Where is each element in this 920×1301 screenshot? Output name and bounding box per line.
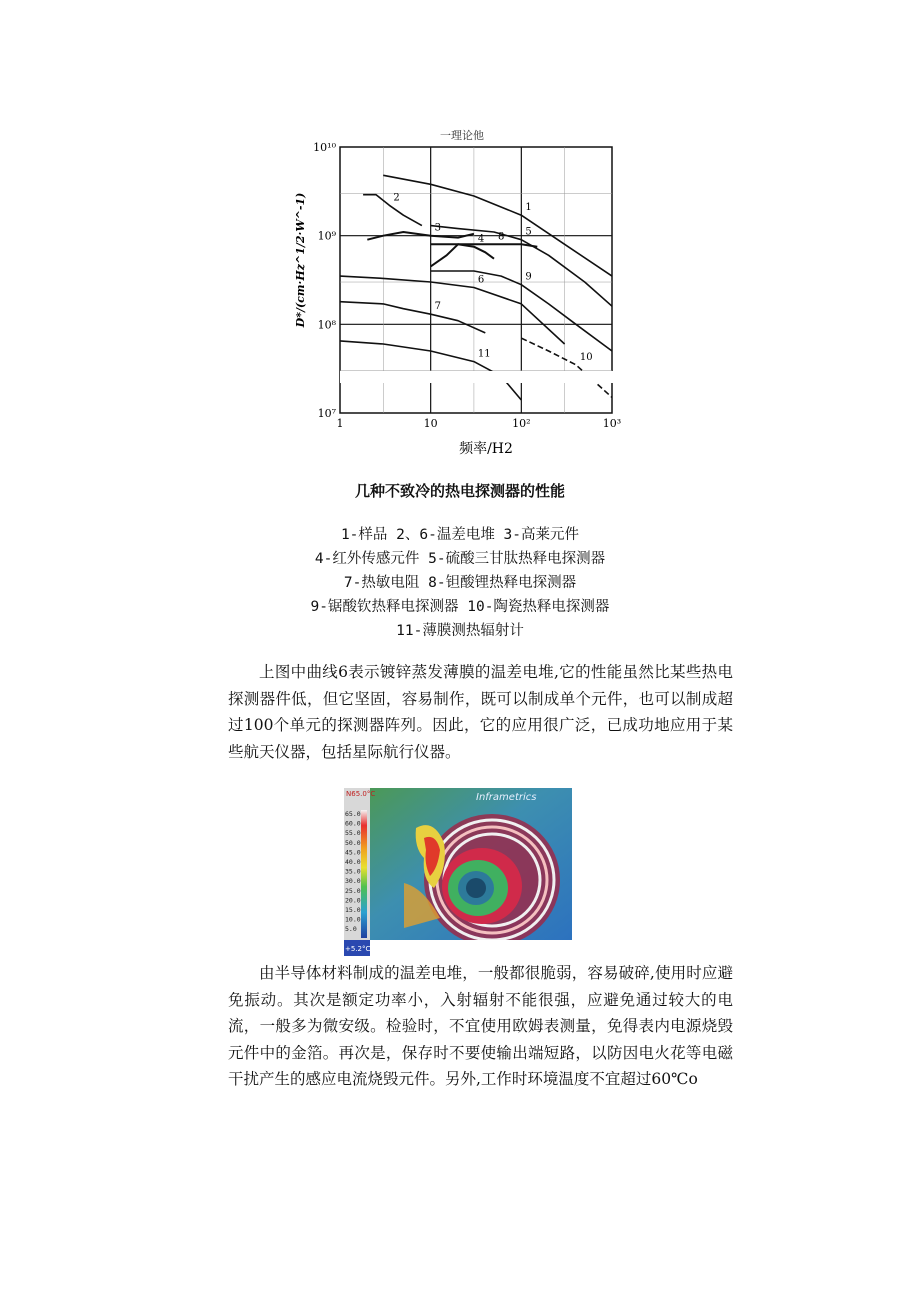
thermal-image-graphic bbox=[344, 788, 572, 956]
series-label-1: 1 bbox=[525, 202, 532, 214]
series-line-1 bbox=[383, 175, 612, 276]
legend-line: 9-锯酸钦热释电探测器 10-陶瓷热释电探测器 bbox=[310, 599, 610, 615]
paragraph-text: 上图中曲线6表示镀锌蒸发薄膜的温差电堆,它的性能虽然比某些热电探测器件低，但它坚固，容易制作，既可以制成单个元件，也可以制成超过100个单元的探测器阵列。因此，它的应用很广泛，已成功地应用于某些航天仪器，包括星际航行仪器。 bbox=[228, 663, 733, 761]
brand-label: Inframetrics bbox=[476, 792, 537, 803]
series-label-7: 7 bbox=[434, 301, 442, 313]
thermal-scale-label: 60.0 bbox=[345, 819, 361, 828]
figure-caption: 几种不致冷的热电探测器的性能 bbox=[354, 482, 565, 500]
series-label-2: 2 bbox=[393, 192, 400, 204]
body-paragraph-1 bbox=[228, 659, 733, 765]
series-line-7 bbox=[340, 302, 485, 333]
series-line-6 bbox=[340, 276, 565, 344]
series-line-4 bbox=[431, 244, 494, 266]
max-temp-label: N65.0°C bbox=[346, 790, 376, 798]
thermal-scale-label: 40.0 bbox=[345, 858, 361, 866]
series-label-5: 5 bbox=[525, 226, 532, 238]
thermal-scale-label: 20.0 bbox=[345, 896, 361, 905]
paragraph-text: 由半导体材料制成的温差电堆，一般都很脆弱，容易破碎,使用时应避免振动。其次是额定功率小，入射辐射不能很强，应避免通过较大的电流，一般多为微安级。检验时，不宜使用欧姆表测量，免得表内电源烧毁元件中的金箔。再次是，保存时不要使输出端短路，以防因电火花等电磁干扰产生的感应电流烧毁元件。另外,工作时环境温度不宜超过60℃o bbox=[228, 964, 733, 1088]
x-tick-label: 10 bbox=[423, 417, 438, 430]
chart-canvas bbox=[290, 125, 635, 465]
y-tick-label: 10⁹ bbox=[317, 229, 336, 243]
thermal-scale-label: 65.0 bbox=[345, 810, 361, 818]
thermal-scale-label: 50.0 bbox=[345, 838, 361, 847]
x-tick-label: 10³ bbox=[602, 417, 622, 430]
body-paragraph-2 bbox=[228, 960, 733, 1093]
series-label-11: 11 bbox=[477, 348, 491, 360]
series-label-9: 9 bbox=[525, 271, 532, 283]
detector-performance-chart bbox=[290, 125, 635, 465]
y-axis-label: D*/(cm·Hz^1/2·W^-1) bbox=[294, 192, 307, 328]
y-tick-label: 10⁷ bbox=[317, 407, 336, 420]
thermal-scale-label: 45.0 bbox=[345, 848, 361, 857]
series-label-8: 8 bbox=[498, 231, 505, 243]
thermal-scale-label: 55.0 bbox=[345, 829, 361, 838]
series-label-4: 4 bbox=[477, 233, 485, 245]
figure-legend bbox=[0, 523, 920, 643]
axis-break bbox=[340, 371, 630, 383]
y-tick-label: 10⁸ bbox=[317, 318, 336, 332]
thermal-image bbox=[344, 788, 572, 956]
thermal-scale-label: 35.0 bbox=[345, 867, 361, 876]
y-tick-label: 10¹⁰ bbox=[313, 141, 336, 154]
series-label-3: 3 bbox=[434, 222, 442, 234]
thermal-scale-label: 5.0 bbox=[345, 925, 357, 934]
thermal-scale-label: 15.0 bbox=[345, 906, 361, 914]
x-tick-label: 10² bbox=[512, 417, 531, 430]
legend-line: 1-样品 2、6-温差电堆 3-高莱元件 bbox=[340, 527, 580, 543]
thermal-scale-label: 10.0 bbox=[345, 915, 361, 924]
thermal-scale-label: 25.0 bbox=[345, 886, 361, 895]
series-label-10: 10 bbox=[579, 351, 593, 363]
x-axis-label: 频率/H2 bbox=[459, 441, 513, 457]
x-tick-label: 1 bbox=[336, 417, 344, 430]
legend-line: 11-薄膜测热辐射计 bbox=[396, 623, 524, 639]
legend-line: 4-红外传感元件 5-硫酸三甘肽热释电探测器 bbox=[314, 551, 606, 567]
thermal-scale-label: 30.0 bbox=[345, 877, 361, 886]
legend-line: 7-热敏电阻 8-钽酸锂热释电探测器 bbox=[343, 575, 577, 591]
series-label-6: 6 bbox=[477, 274, 485, 286]
chart-top-label: 一理论他 bbox=[440, 129, 484, 142]
series-line-10 bbox=[521, 338, 612, 397]
min-temp-label: +5.2°C bbox=[345, 945, 371, 953]
